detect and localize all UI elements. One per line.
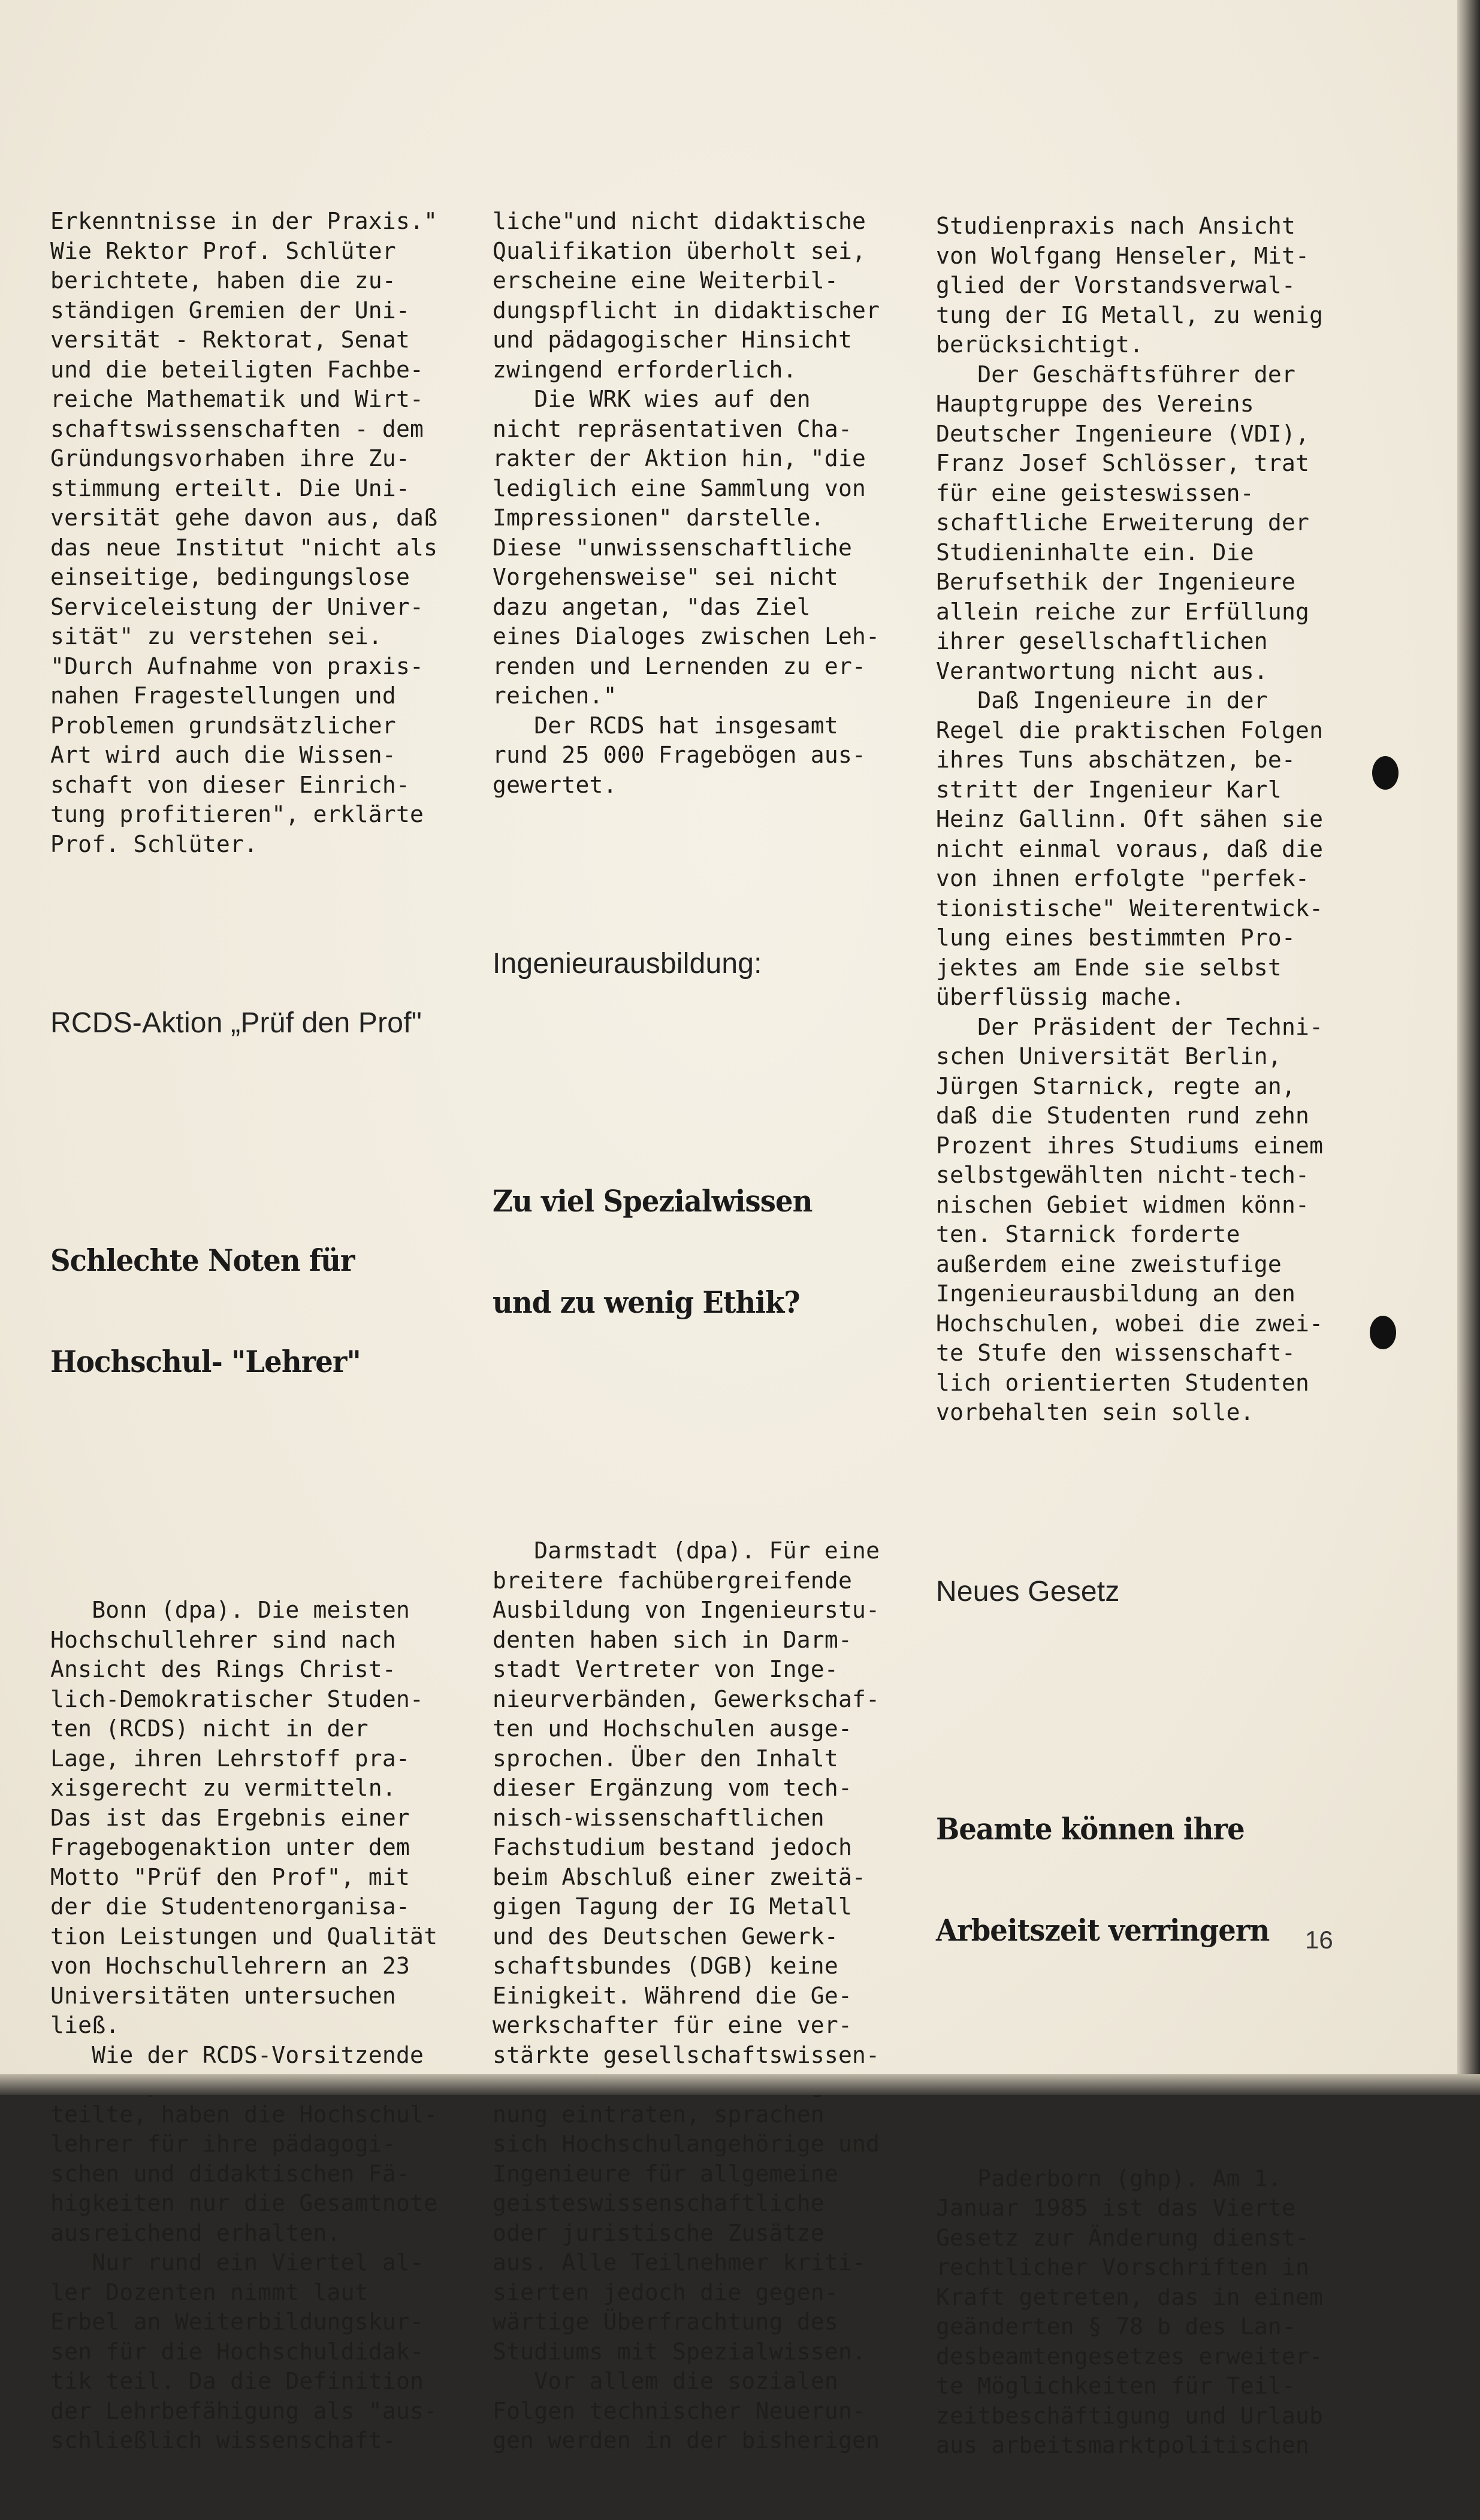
text-line: Universitäten untersuchen xyxy=(50,1982,396,2009)
text-line: geänderten § 78 b des Lan- xyxy=(936,2313,1296,2340)
text-line: rechtlicher Vorschriften in xyxy=(936,2254,1310,2280)
text-line: sen für die Hochschuldidak- xyxy=(50,2338,424,2365)
headline-line: und zu wenig Ethik? xyxy=(493,1285,800,1320)
text-line: Impressionen" darstelle. xyxy=(493,504,824,531)
text-line: Verantwortung nicht aus. xyxy=(936,657,1268,684)
text-line: nahen Fragestellungen und xyxy=(50,682,396,709)
text-line: tik teil. Da die Definition xyxy=(50,2368,424,2394)
text-line: renden und Lernenden zu er- xyxy=(493,652,866,679)
text-line: sich Hochschulangehörige und xyxy=(493,2131,880,2157)
column-3 xyxy=(936,152,1323,2520)
text-line: "Durch Aufnahme von praxis- xyxy=(50,652,424,679)
text-line: Studiums mit Spezialwissen. xyxy=(493,2338,866,2365)
headline-line: Schlechte Noten für xyxy=(50,1243,355,1278)
text-line: ten und Hochschulen ausge- xyxy=(493,1715,853,1742)
text-line: oder juristische Zusätze xyxy=(493,2219,824,2246)
text-line: versität - Rektorat, Senat xyxy=(50,327,410,353)
text-line: beim Abschluß einer zweitä- xyxy=(493,1863,866,1890)
text-line: berichtete, haben die zu- xyxy=(50,267,396,294)
text-line: der die Studentenorganisa- xyxy=(50,1893,410,1920)
text-line: nisch-wissenschaftlichen xyxy=(493,1804,824,1831)
text-line: Januar 1985 ist das Vierte xyxy=(936,2195,1296,2221)
text-line: Wie der RCDS-Vorsitzende xyxy=(50,2041,424,2068)
text-line: reiche Mathematik und Wirt- xyxy=(50,386,424,412)
text-line: Hochschulen, wobei die zwei- xyxy=(936,1310,1324,1337)
text-line: tionistische" Weiterentwick- xyxy=(936,895,1324,921)
text-line: stimmung erteilt. Die Uni- xyxy=(50,475,410,501)
binder-hole xyxy=(1370,1316,1396,1349)
text-line: Das ist das Ergebnis einer xyxy=(50,1804,410,1831)
text-line: Erkenntnisse in der Praxis." xyxy=(50,208,438,234)
headline-line: Arbeitszeit verringern xyxy=(936,1912,1270,1948)
text-line: Gesetz zur Änderung dienst- xyxy=(936,2224,1310,2251)
text-line: Deutscher Ingenieure (VDI), xyxy=(936,420,1310,447)
text-line: werkschafter für eine ver- xyxy=(493,2012,853,2038)
text-line: schaftsbundes (DGB) keine xyxy=(493,1953,838,1979)
text-line: aus arbeitsmarktpolitischen xyxy=(936,2432,1310,2458)
text-line: tung profitieren", erklärte xyxy=(50,801,424,827)
text-line: schaft von dieser Einrich- xyxy=(50,771,410,798)
text-line: nung eintraten, sprachen xyxy=(493,2101,824,2128)
text-line: geisteswissenschaftliche xyxy=(493,2190,824,2216)
article-continuation xyxy=(50,207,437,859)
column-2 xyxy=(493,147,880,2515)
text-line: Der Geschäftsführer der xyxy=(936,361,1296,388)
column-1 xyxy=(50,147,437,2515)
article-body-beamte xyxy=(936,2164,1323,2461)
text-line: ihrer gesellschaftlichen xyxy=(936,628,1268,654)
text-line: berücksichtigt. xyxy=(936,331,1144,358)
text-line: Regel die praktischen Folgen xyxy=(936,717,1324,744)
text-line: xisgerecht zu vermitteln. xyxy=(50,1775,396,1801)
text-line: einseitige, bedingungslose xyxy=(50,564,410,590)
text-line: Hauptgruppe des Vereins xyxy=(936,391,1254,417)
headline-ingenieurausbildung xyxy=(493,1121,880,1383)
text-line: stadt Vertreter von Inge- xyxy=(493,1656,838,1682)
text-line: ten. Starnick forderte xyxy=(936,1221,1240,1247)
text-line: Nur rund ein Viertel al- xyxy=(50,2249,424,2276)
text-line: schen Universität Berlin, xyxy=(936,1043,1282,1069)
article-continuation xyxy=(936,211,1323,1428)
text-line: der Lehrbefähigung als "aus- xyxy=(50,2397,438,2424)
text-line: Kraft getreten, das in einem xyxy=(936,2283,1324,2310)
article-continuation xyxy=(493,207,880,800)
text-line: das neue Institut "nicht als xyxy=(50,534,438,561)
text-line: Darmstadt (dpa). Für eine xyxy=(493,1537,880,1564)
text-line: Folgen technischer Neuerun- xyxy=(493,2397,866,2424)
text-line: Erbel an Weiterbildungskur- xyxy=(50,2309,424,2335)
text-line: vorbehalten sein solle. xyxy=(936,1399,1254,1425)
text-line: reichen." xyxy=(493,682,617,709)
text-line: Die WRK wies auf den xyxy=(493,386,811,412)
text-line: Paderborn (ghp). Am 1. xyxy=(936,2165,1282,2192)
text-line: lich-Demokratischer Studen- xyxy=(50,1685,424,1712)
text-line: stärkte gesellschaftswissen- xyxy=(493,2041,880,2068)
text-line: lehrer für ihre pädagogi- xyxy=(50,2131,396,2157)
text-line: lediglich eine Sammlung von xyxy=(493,475,866,501)
text-line: Gründungsvorhaben ihre Zu- xyxy=(50,445,410,472)
text-line: Jürgen Starnick, regte an, xyxy=(936,1072,1296,1099)
headline-line: Hochschul- "Lehrer" xyxy=(50,1344,361,1379)
text-line: für eine geisteswissen- xyxy=(936,479,1254,506)
headline-beamte xyxy=(936,1749,1323,2011)
text-line: Ausbildung von Ingenieurstu- xyxy=(493,1597,880,1623)
text-line: schaftliche Erweiterung der xyxy=(936,509,1310,536)
text-line: ihres Tuns abschätzen, be- xyxy=(936,747,1296,773)
text-line: von ihnen erfolgte "perfek- xyxy=(936,865,1310,892)
text-line: denten haben sich in Darm- xyxy=(493,1626,853,1653)
text-line: te Möglichkeiten für Teil- xyxy=(936,2373,1296,2399)
text-line: und pädagogischer Hinsicht xyxy=(493,327,853,353)
text-line: Berufsethik der Ingenieure xyxy=(936,569,1296,595)
text-line: Bonn (dpa). Die meisten xyxy=(50,1597,410,1623)
text-line: ten (RCDS) nicht in der xyxy=(50,1715,369,1742)
text-line: eines Dialoges zwischen Leh- xyxy=(493,623,880,649)
text-line: liche"und nicht didaktische xyxy=(493,208,866,234)
headline-rcds xyxy=(50,1180,437,1442)
text-line: dazu angetan, "das Ziel xyxy=(493,593,811,620)
text-line: schließlich wissenschaft- xyxy=(50,2427,396,2453)
text-line: zwingend erforderlich. xyxy=(493,356,797,383)
text-line: Diese "unwissenschaftliche xyxy=(493,534,853,561)
text-line: Problemen grundsätzlicher xyxy=(50,712,396,739)
text-line: nieurverbänden, Gewerkschaf- xyxy=(493,1685,880,1712)
text-line: higkeiten nur die Gesamtnote xyxy=(50,2190,438,2216)
text-line: Serviceleistung der Univer- xyxy=(50,593,424,620)
text-line: Studieninhalte ein. Die xyxy=(936,539,1254,566)
text-line: glied der Vorstandsverwal- xyxy=(936,272,1296,298)
headline-line: Zu viel Spezialwissen xyxy=(493,1183,813,1219)
text-line: versität gehe davon aus, daß xyxy=(50,504,438,531)
text-line: Daß Ingenieure in der xyxy=(936,687,1268,714)
text-line: Hochschullehrer sind nach xyxy=(50,1626,396,1653)
kicker-rcds: RCDS-Aktion „Prüf den Prof" xyxy=(50,1007,422,1039)
text-line: Franz Josef Schlösser, trat xyxy=(936,450,1310,476)
text-line: aus. Alle Teilnehmer kriti- xyxy=(493,2249,866,2276)
text-line: lung eines bestimmten Pro- xyxy=(936,924,1296,951)
text-line: gigen Tagung der IG Metall xyxy=(493,1893,853,1920)
text-line: wärtige Überfrachtung des xyxy=(493,2309,838,2335)
text-line: Der Präsident der Techni- xyxy=(936,1013,1324,1040)
text-line: Vor allem die sozialen xyxy=(493,2368,838,2394)
text-line: Der RCDS hat insgesamt xyxy=(493,712,838,739)
text-line: ließ. xyxy=(50,2012,120,2038)
text-line: schaftswissenschaften - dem xyxy=(50,415,424,442)
page-number: 16 xyxy=(1305,1926,1333,1954)
text-line: Art wird auch die Wissen- xyxy=(50,742,396,768)
article-body-ingenieurausbildung xyxy=(493,1536,880,2456)
text-line: und des Deutschen Gewerk- xyxy=(493,1923,838,1950)
text-line: von Hochschullehrern an 23 xyxy=(50,1953,410,1979)
text-line: teilte, haben die Hochschul- xyxy=(50,2101,438,2128)
text-line: daß die Studenten rund zehn xyxy=(936,1102,1310,1129)
text-line: ler Dozenten nimmt laut xyxy=(50,2279,369,2306)
text-line: rund 25 000 Fragebögen aus- xyxy=(493,742,866,768)
text-line: Vorgehensweise" sei nicht xyxy=(493,564,838,590)
binder-hole xyxy=(1372,756,1399,790)
text-line: gen werden in der bisherigen xyxy=(493,2427,880,2453)
text-line: sität" zu verstehen sei. xyxy=(50,623,382,649)
text-line: außerdem eine zweistufige xyxy=(936,1250,1282,1277)
text-line: erscheine eine Weiterbil- xyxy=(493,267,838,294)
text-line: ständigen Gremien der Uni- xyxy=(50,297,410,324)
text-line: nicht repräsentativen Cha- xyxy=(493,415,853,442)
text-line: gewertet. xyxy=(493,771,617,798)
text-line: Ingenieurausbildung an den xyxy=(936,1280,1296,1307)
text-line: Studienpraxis nach Ansicht xyxy=(936,213,1296,239)
article-body-rcds xyxy=(50,1596,437,2456)
text-line: tung der IG Metall, zu wenig xyxy=(936,301,1324,328)
text-line: lich orientierten Studenten xyxy=(936,1369,1310,1396)
text-line: zeitbeschäftigung und Urlaub xyxy=(936,2402,1324,2429)
text-line: schen und didaktischen Fä- xyxy=(50,2160,410,2187)
headline-line: Beamte können ihre xyxy=(936,1811,1245,1847)
text-line: selbstgewählten nicht-tech- xyxy=(936,1162,1310,1188)
text-line: sierten jedoch die gegen- xyxy=(493,2279,838,2306)
text-line: allein reiche zur Erfüllung xyxy=(936,598,1310,625)
text-line: ausreichend erhalten. xyxy=(50,2219,341,2246)
text-line: Ingenieure für allgemeine xyxy=(493,2160,838,2187)
text-line: rakter der Aktion hin, "die xyxy=(493,445,866,472)
text-line: Prozent ihres Studiums einem xyxy=(936,1132,1324,1159)
text-line: nischen Gebiet widmen könn- xyxy=(936,1191,1310,1218)
text-line: Motto "Prüf den Prof", mit xyxy=(50,1863,410,1890)
text-line: Prof. Schlüter. xyxy=(50,830,258,857)
text-line: Qualifikation überholt sei, xyxy=(493,237,866,264)
text-line: desbeamtengesetzes erweiter- xyxy=(936,2343,1324,2370)
text-line: stritt der Ingenieur Karl xyxy=(936,776,1282,803)
text-line: Fachstudium bestand jedoch xyxy=(493,1834,853,1860)
text-line: dungspflicht in didaktischer xyxy=(493,297,880,324)
text-line: tion Leistungen und Qualität xyxy=(50,1923,438,1950)
text-line: Einigkeit. Während die Ge- xyxy=(493,1982,853,2009)
text-line: jektes am Ende sie selbst xyxy=(936,954,1282,981)
text-line: nicht einmal voraus, daß die xyxy=(936,835,1324,862)
page-edge xyxy=(1457,0,1480,2095)
text-line: Lage, ihren Lehrstoff pra- xyxy=(50,1745,410,1772)
text-line: te Stufe den wissenschaft- xyxy=(936,1340,1296,1366)
text-line: dieser Ergänzung vom tech- xyxy=(493,1775,853,1801)
text-line: Heinz Gallinn. Oft sähen sie xyxy=(936,806,1324,832)
text-line: Wie Rektor Prof. Schlüter xyxy=(50,237,396,264)
text-line: breitere fachübergreifende xyxy=(493,1567,853,1594)
text-line: überflüssig mache. xyxy=(936,984,1185,1010)
text-line: Ansicht des Rings Christ- xyxy=(50,1656,396,1682)
text-line: sprochen. Über den Inhalt xyxy=(493,1745,838,1772)
text-line: Fragebogenaktion unter dem xyxy=(50,1834,410,1860)
kicker-ingenieurausbildung: Ingenieurausbildung: xyxy=(493,948,762,980)
kicker-neues-gesetz: Neues Gesetz xyxy=(936,1575,1120,1608)
text-line: von Wolfgang Henseler, Mit- xyxy=(936,242,1310,269)
text-line: und die beteiligten Fachbe- xyxy=(50,356,424,383)
page-edge-bottom xyxy=(0,2074,1480,2095)
